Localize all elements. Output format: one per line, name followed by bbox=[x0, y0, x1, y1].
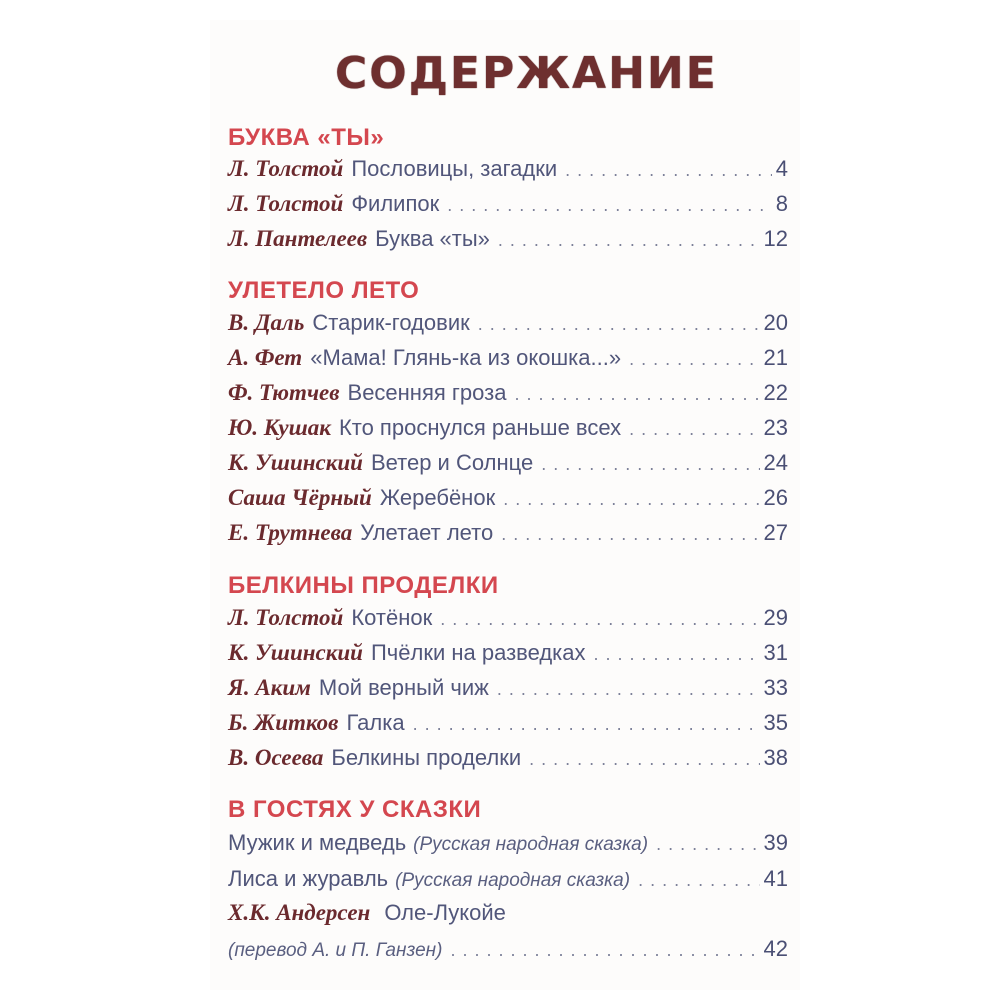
toc-entry bbox=[228, 675, 788, 707]
toc-entry bbox=[228, 520, 788, 552]
entry-title: Жеребёнок bbox=[379, 485, 496, 510]
dot-leader bbox=[450, 940, 759, 961]
entry-author: Л. Толстой bbox=[228, 191, 344, 216]
entry-page-number: 31 bbox=[763, 640, 788, 665]
entry-title: Весенняя гроза bbox=[347, 380, 507, 405]
entry-author: Е. Трутнева bbox=[228, 520, 353, 545]
entry-title: Пословицы, загадки bbox=[351, 156, 558, 181]
dot-leader bbox=[514, 384, 759, 405]
entry-author: К. Ушинский bbox=[228, 640, 363, 665]
entry-author: Л. Толстой bbox=[228, 605, 344, 630]
entry-author: Ю. Кушак bbox=[228, 415, 331, 440]
entry-title: Филипок bbox=[351, 191, 440, 216]
entry-title: Старик-годовик bbox=[312, 310, 470, 335]
dot-leader bbox=[413, 714, 760, 735]
entry-author: А. Фет bbox=[228, 345, 303, 370]
entry-title: Галка bbox=[346, 710, 405, 735]
entry-page-number: 22 bbox=[763, 380, 788, 405]
entry-page-number: 33 bbox=[763, 675, 788, 700]
toc-entry bbox=[228, 345, 788, 377]
toc-entry bbox=[228, 380, 788, 412]
entry-page-number: 4 bbox=[775, 156, 788, 181]
entry-note: (Русская народная сказка) bbox=[413, 834, 649, 855]
entry-page-number: 27 bbox=[763, 520, 788, 545]
toc-entry bbox=[228, 710, 788, 742]
section-heading-v-gostyah-u-skazki: В ГОСТЯХ У СКАЗКИ bbox=[228, 796, 482, 823]
entry-note: (Русская народная сказка) bbox=[395, 870, 631, 891]
entry-title: «Мама! Глянь-ка из окошка...» bbox=[310, 345, 622, 370]
entry-title: Мой верный чиж bbox=[318, 675, 489, 700]
section-heading-belkiny-prodelki: БЕЛКИНЫ ПРОДЕЛКИ bbox=[228, 572, 499, 599]
toc-entry bbox=[228, 936, 788, 968]
dot-leader bbox=[629, 419, 759, 440]
entry-title: Буква «ты» bbox=[375, 226, 490, 251]
dot-leader bbox=[440, 609, 759, 630]
entry-page-number: 29 bbox=[763, 605, 788, 630]
dot-leader bbox=[656, 834, 759, 855]
dot-leader bbox=[447, 195, 772, 216]
page-title: СОДЕРЖАНИЕ bbox=[335, 48, 718, 99]
entry-author: В. Осеева bbox=[228, 745, 324, 770]
dot-leader bbox=[541, 454, 759, 475]
toc-entry bbox=[228, 640, 788, 672]
dot-leader bbox=[503, 489, 759, 510]
entry-title: Мужик и медведь bbox=[228, 830, 407, 855]
toc-entry bbox=[228, 900, 788, 932]
entry-author: Х.К. Андерсен bbox=[228, 900, 371, 925]
section-heading-bukva-ty: БУКВА «ТЫ» bbox=[228, 124, 385, 151]
entry-author: В. Даль bbox=[228, 310, 305, 335]
entry-title: Пчёлки на разведках bbox=[370, 640, 586, 665]
entry-author: Саша Чёрный bbox=[228, 485, 372, 510]
entry-author: Ф. Тютчев bbox=[228, 380, 340, 405]
toc-entry bbox=[228, 605, 788, 637]
toc-entry bbox=[228, 830, 788, 862]
entry-note: (перевод А. и П. Ганзен) bbox=[228, 940, 443, 961]
entry-title: Лиса и журавль bbox=[228, 866, 389, 891]
dot-leader bbox=[594, 644, 760, 665]
entry-title: Кто проснулся раньше всех bbox=[338, 415, 622, 440]
entry-author: Б. Житков bbox=[228, 710, 339, 735]
dot-leader bbox=[529, 749, 759, 770]
entry-page-number: 26 bbox=[763, 485, 788, 510]
toc-entry bbox=[228, 191, 788, 223]
toc-entry bbox=[228, 866, 788, 898]
entry-page-number: 8 bbox=[775, 191, 788, 216]
dot-leader bbox=[638, 870, 759, 891]
dot-leader bbox=[498, 230, 760, 251]
entry-author: К. Ушинский bbox=[228, 450, 363, 475]
dot-leader bbox=[629, 349, 759, 370]
entry-page-number: 12 bbox=[763, 226, 788, 251]
toc-entry bbox=[228, 226, 788, 258]
dot-leader bbox=[501, 524, 759, 545]
dot-leader bbox=[497, 679, 760, 700]
entry-author: Я. Аким bbox=[228, 675, 311, 700]
entry-page-number: 38 bbox=[763, 745, 788, 770]
toc-entry bbox=[228, 485, 788, 517]
entry-title: Белкины проделки bbox=[331, 745, 522, 770]
section-heading-uletelo-leto: УЛЕТЕЛО ЛЕТО bbox=[228, 277, 420, 304]
entry-title: Улетает лето bbox=[360, 520, 494, 545]
entry-page-number: 23 bbox=[763, 415, 788, 440]
entry-page-number: 21 bbox=[763, 345, 788, 370]
toc-entry bbox=[228, 745, 788, 777]
entry-page-number: 35 bbox=[763, 710, 788, 735]
entry-author: Л. Толстой bbox=[228, 156, 344, 181]
entry-page-number: 39 bbox=[763, 830, 788, 855]
entry-page-number: 41 bbox=[763, 866, 788, 891]
toc-entry bbox=[228, 415, 788, 447]
dot-leader bbox=[565, 160, 772, 181]
entry-title: Котёнок bbox=[351, 605, 433, 630]
entry-page-number: 42 bbox=[763, 936, 788, 961]
entry-page-number: 20 bbox=[763, 310, 788, 335]
entry-page-number: 24 bbox=[763, 450, 788, 475]
toc-entry bbox=[228, 156, 788, 188]
entry-title: Оле-Лукойе bbox=[384, 900, 506, 925]
dot-leader bbox=[478, 314, 760, 335]
toc-entry bbox=[228, 310, 788, 342]
entry-author: Л. Пантелеев bbox=[228, 226, 368, 251]
toc-entry bbox=[228, 450, 788, 482]
entry-title: Ветер и Солнце bbox=[370, 450, 534, 475]
